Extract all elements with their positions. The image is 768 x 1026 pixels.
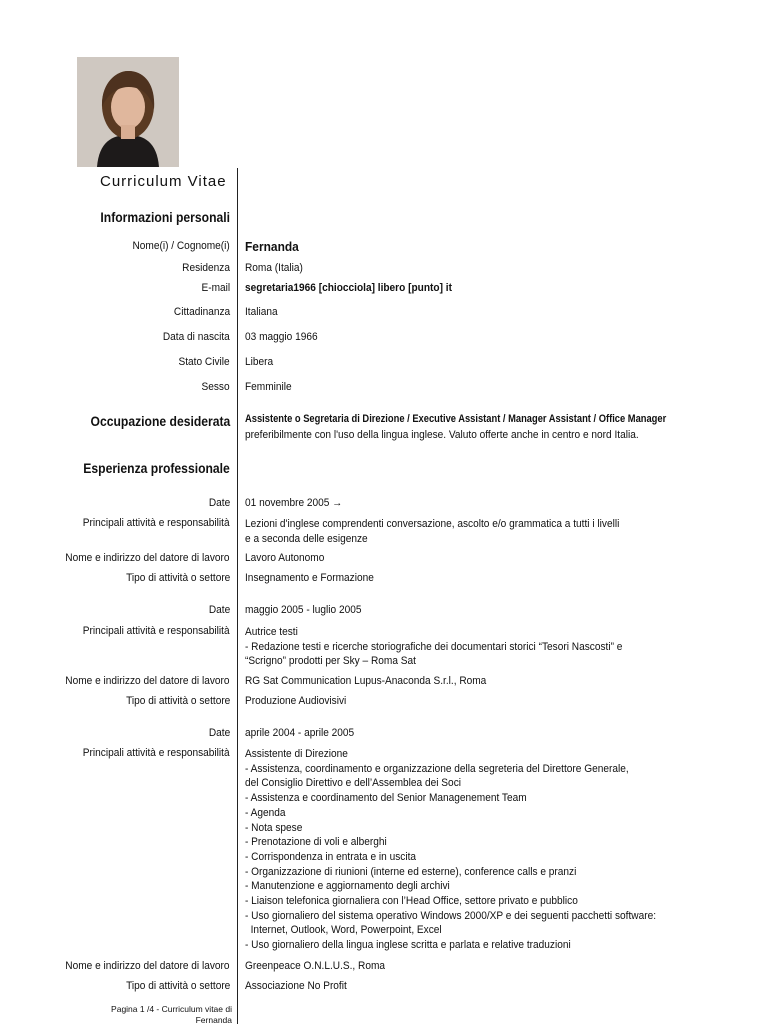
personal-info-heading: Informazioni personali [100, 210, 230, 225]
gender-label: Sesso [201, 381, 230, 393]
residence-label: Residenza [182, 262, 230, 274]
job-date-label: Date [208, 604, 230, 616]
activity-line: Assistente di Direzione [245, 748, 348, 760]
experience-heading: Esperienza professionale [83, 461, 230, 476]
job-sector-label: Tipo di attività o settore [125, 695, 230, 707]
job-sector-label: Tipo di attività o settore [125, 572, 230, 584]
job-date-value: aprile 2004 - aprile 2005 [245, 727, 355, 739]
column-divider [237, 168, 238, 1024]
email-value: segretaria1966 [chiocciola] libero [punto] it [245, 282, 452, 294]
activity-line: Autrice testi [245, 626, 298, 638]
birthdate-value: 03 maggio 1966 [245, 331, 318, 343]
activity-line: “Scrigno” prodotti per Sky – Roma Sat [245, 655, 416, 668]
job-employer-value: Greenpeace O.N.L.U.S., Roma [245, 960, 386, 972]
page-footer [100, 1004, 232, 1026]
birthdate-label: Data di nascita [163, 331, 230, 343]
activity-line: del Consiglio Direttivo e dell’Assemblea dei Soci [245, 777, 461, 790]
job-date-value: maggio 2005 - luglio 2005 [245, 604, 362, 616]
job-sector-value: Produzione Audiovisivi [245, 695, 347, 707]
job-sector-value: Associazione No Profit [245, 980, 347, 992]
job-employer-label: Nome e indirizzo del datore di lavoro [65, 960, 230, 972]
email-label: E-mail [201, 282, 230, 294]
job-sector-value: Insegnamento e Formazione [245, 572, 374, 584]
activity-line: e a seconda delle esigenze [245, 532, 368, 545]
activity-line: - Prenotazione di voli e alberghi [245, 836, 387, 849]
activity-line: - Assistenza e coordinamento del Senior Managenement Team [245, 792, 527, 805]
activity-line: - Manutenzione e aggiornamento degli archivi [245, 880, 450, 893]
activity-line: - Liaison telefonica giornaliera con l’Head Office, settore privato e pubblico [245, 895, 578, 908]
footer-line: Pagina 1 /4 - Curriculum vitae di [111, 1004, 232, 1014]
desired-occupation-heading: Occupazione desiderata [90, 414, 230, 429]
cv-title: Curriculum Vitae [100, 173, 227, 190]
citizenship-value: Italiana [245, 306, 278, 318]
gender-value: Femminile [245, 381, 292, 393]
job-activities-label: Principali attività e responsabilità [83, 625, 230, 637]
job-activities-label: Principali attività e responsabilità [83, 517, 230, 529]
job-employer-value: RG Sat Communication Lupus-Anaconda S.r.l., Roma [245, 675, 487, 687]
job-activities-label: Principali attività e responsabilità [83, 747, 230, 759]
activity-line: - Redazione testi e ricerche storiografiche dei documentari storici “Tesori Nascosti” e [245, 640, 623, 653]
job-employer-label: Nome e indirizzo del datore di lavoro [65, 675, 230, 687]
desired-occupation-note: preferibilmente con l'uso della lingua inglese. Valuto offerte anche in centro e nord Italia. [245, 429, 639, 441]
job-date-label: Date [208, 497, 230, 509]
job-activities-list [245, 517, 619, 546]
marital-status-value: Libera [245, 356, 274, 368]
portrait-image [77, 57, 179, 167]
activity-line: - Uso giornaliero del sistema operativo Windows 2000/XP e dei seguenti pacchetti software: [245, 909, 657, 922]
job-employer-label: Nome e indirizzo del datore di lavoro [65, 552, 230, 564]
desired-occupation-title: Assistente o Segretaria di Direzione / Executive Assistant / Manager Assistant / Office Manager [245, 413, 667, 425]
name-label: Nome(i) / Cognome(i) [132, 240, 230, 252]
citizenship-label: Cittadinanza [173, 306, 230, 318]
job-sector-label: Tipo di attività o settore [125, 980, 230, 992]
footer-line: Fernanda [195, 1015, 232, 1025]
job-activities-list [245, 625, 622, 669]
job-date-label: Date [208, 727, 230, 739]
activity-line: - Corrispondenza in entrata e in uscita [245, 850, 417, 863]
activity-line: Lezioni d'inglese comprendenti conversazione, ascolto e/o grammatica a tutti i livelli [245, 518, 620, 530]
activity-line: Internet, Outlook, Word, Powerpoint, Excel [245, 924, 442, 937]
activity-line: - Uso giornaliero della lingua inglese scritta e parlata e relative traduzioni [245, 939, 571, 952]
residence-value: Roma (Italia) [245, 262, 303, 274]
activity-line: - Organizzazione di riunioni (interne ed esterne), conference calls e pranzi [245, 865, 577, 878]
activity-line: - Agenda [245, 806, 286, 819]
activity-line: - Assistenza, coordinamento e organizzazione della segreteria del Direttore Generale, [245, 762, 629, 775]
marital-status-label: Stato Civile [178, 356, 230, 368]
job-date-value: 01 novembre 2005 → [245, 497, 343, 509]
name-value: Fernanda [245, 239, 299, 254]
job-employer-value: Lavoro Autonomo [245, 552, 325, 564]
activity-line: - Nota spese [245, 821, 303, 834]
job-activities-list [245, 747, 656, 953]
profile-photo [77, 57, 179, 167]
